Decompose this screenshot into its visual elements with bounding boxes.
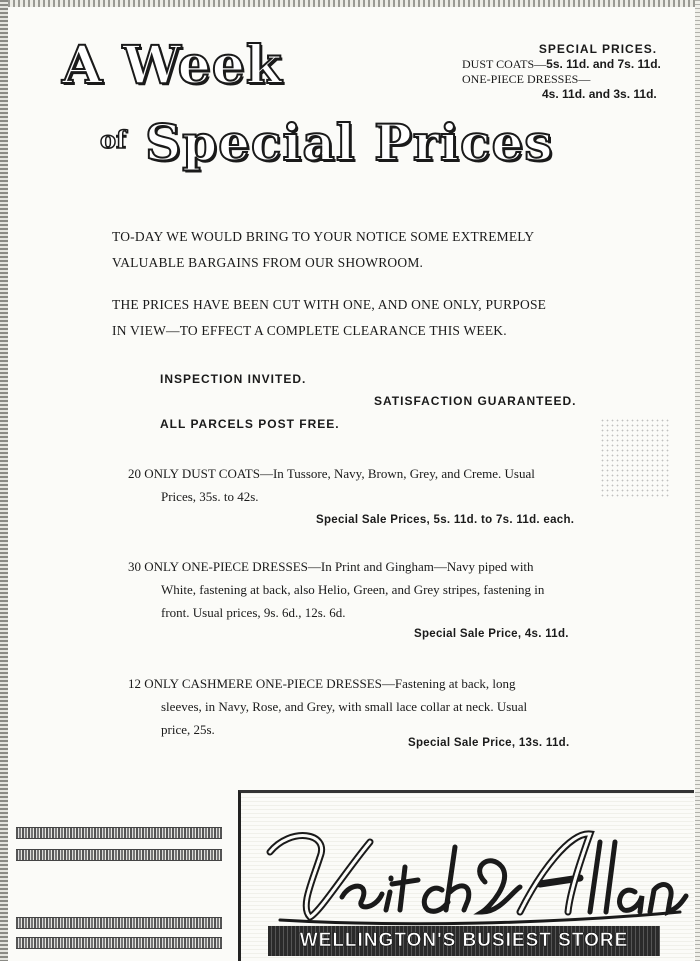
left-border — [0, 0, 8, 961]
item-lead: 12 ONLY CASHMERE ONE-PIECE DRESSES — [128, 676, 382, 691]
top-border — [8, 0, 700, 7]
decorative-bar — [16, 827, 222, 839]
item-desc-first: —In Print and Gingham—Navy piped with — [307, 559, 534, 574]
summary-dust-coats — [462, 57, 694, 72]
item-lead: 20 ONLY DUST COATS — [128, 466, 260, 481]
headline-of: of — [100, 125, 127, 154]
item-dust-coats — [128, 462, 558, 508]
summary-dresses-prices: 4s. 11d. and 3s. 11d. — [542, 87, 657, 101]
logo-tagline-band — [268, 926, 660, 956]
sale-price-one-piece-dresses: Special Sale Price, 4s. 11d. — [414, 628, 569, 640]
headline-special-prices: Special Prices — [145, 113, 554, 172]
sale-price-cashmere-dresses: Special Sale Price, 13s. 11d. — [408, 737, 570, 749]
summary-dust-coats-label: DUST COATS— — [462, 57, 547, 71]
item-cashmere-dresses — [128, 672, 558, 741]
right-border — [695, 0, 700, 961]
notice-parcels: ALL PARCELS POST FREE. — [160, 417, 340, 431]
item-desc-rest: White, fastening at back, also Helio, Green, and Grey stripes, fastening in front. Usual prices, 9s. 6d., 12s. 6d. — [161, 582, 545, 620]
sale-price-dust-coats: Special Sale Prices, 5s. 11d. to 7s. 11d. each. — [316, 514, 575, 526]
item-lead: 30 ONLY ONE-PIECE DRESSES — [128, 559, 308, 574]
item-desc-first: —In Tussore, Navy, Brown, Grey, and Creme. Usual — [259, 466, 535, 481]
intro-paragraph-2: THE PRICES HAVE BEEN CUT WITH ONE, AND ONE ONLY, PURPOSE IN VIEW—TO EFFECT A COMPLETE CLEARANCE THIS WEEK. — [112, 297, 547, 338]
item-desc-rest: sleeves, in Navy, Rose, and Grey, with small lace collar at neck. Usual price, 25s. — [161, 699, 528, 737]
decorative-bar — [16, 849, 222, 861]
summary-dresses-label: ONE-PIECE DRESSES— — [462, 72, 591, 86]
summary-dust-coats-prices: 5s. 11d. and 7s. 11d. — [546, 57, 661, 71]
summary-title: SPECIAL PRICES. — [538, 42, 658, 56]
logo-tagline: WELLINGTON'S BUSIEST STORE — [299, 930, 629, 951]
item-desc-first: —Fastening at back, long — [381, 676, 516, 691]
decorative-bar — [16, 917, 222, 929]
decorative-bar — [16, 937, 222, 949]
special-prices-summary — [462, 42, 694, 102]
item-desc-rest: Prices, 35s. to 42s. — [161, 489, 259, 504]
headline-a-week: A Week — [62, 35, 283, 96]
veitch-allan-logo-icon — [250, 812, 690, 932]
notice-satisfaction: SATISFACTION GUARANTEED. — [374, 394, 577, 408]
item-one-piece-dresses — [128, 555, 558, 624]
print-speckle — [600, 418, 670, 498]
intro-paragraph-1: TO-DAY WE WOULD BRING TO YOUR NOTICE SOME EXTREMELY VALUABLE BARGAINS FROM OUR SHOWROOM. — [112, 229, 534, 270]
notice-inspection: INSPECTION INVITED. — [160, 372, 307, 386]
